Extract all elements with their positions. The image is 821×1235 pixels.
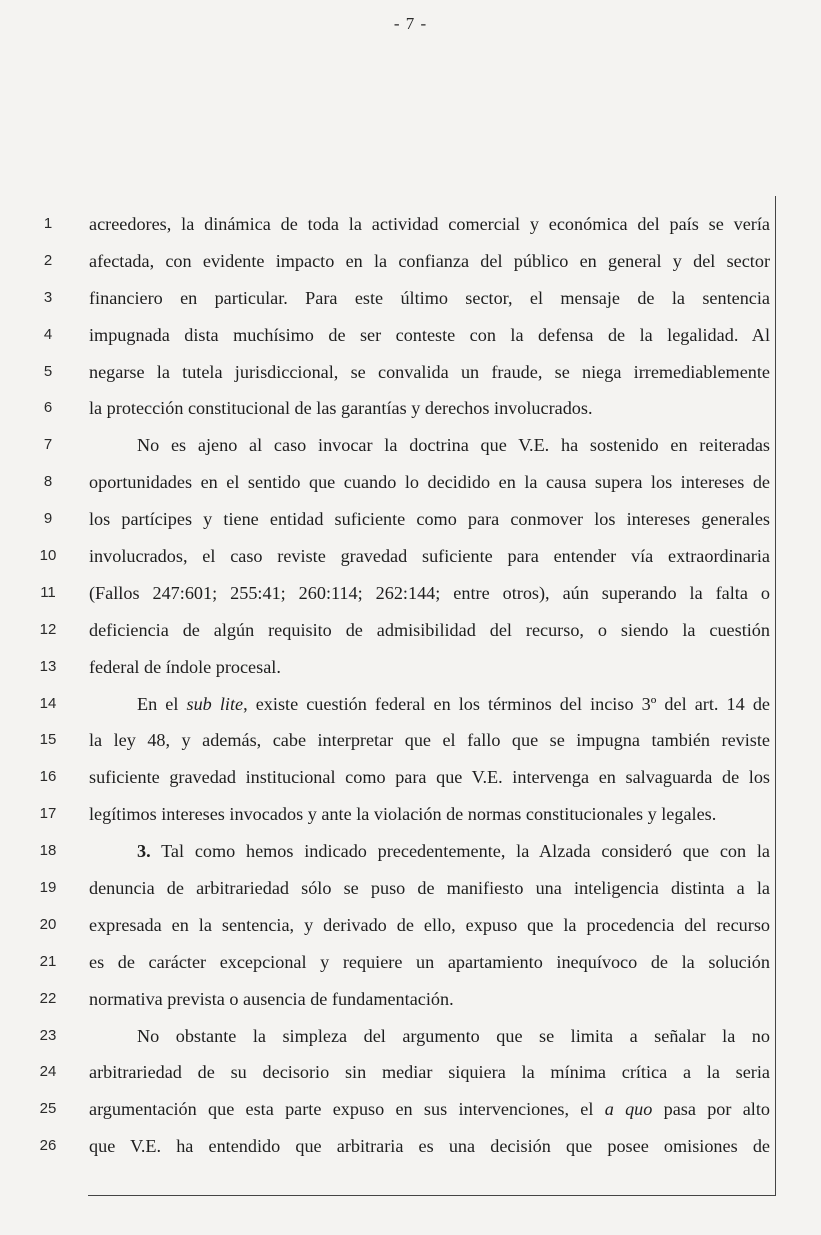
line-text [89, 686, 770, 723]
text-line [0, 833, 821, 870]
line-text: involucrados, el caso reviste gravedad suficiente para entender vía extraordinaria [89, 546, 770, 567]
line-text: que V.E. ha entendido que arbitraria es una decisión que posee omisiones de [89, 1136, 770, 1157]
text-line [0, 390, 821, 427]
line-number: 13 [39, 657, 57, 675]
line-number: 3 [43, 288, 53, 306]
text-line [0, 722, 821, 759]
line-text-start: argumentación que esta parte expuso en sus intervenciones, el [89, 1099, 605, 1120]
line-number: 1 [43, 215, 53, 232]
text-line [0, 317, 821, 354]
line-number: 25 [39, 1100, 57, 1118]
text-line [0, 1128, 821, 1165]
line-text: la protección constitucional de las garantías y derechos involucrados. [89, 398, 593, 419]
text-line [0, 1018, 821, 1055]
line-number: 16 [39, 768, 57, 786]
page-number: - 7 - [393, 14, 428, 33]
latin-term: a quo [604, 1099, 653, 1120]
text-line [0, 206, 821, 243]
text-line [0, 1054, 821, 1091]
line-number: 12 [39, 620, 57, 638]
line-number: 18 [39, 842, 57, 860]
line-number: 15 [39, 731, 57, 749]
text-line [0, 464, 821, 501]
line-number: 14 [39, 694, 57, 712]
line-number: 23 [39, 1026, 57, 1044]
line-text: No obstante la simpleza del argumento que se limita a señalar la no [137, 1025, 770, 1046]
line-text: federal de índole procesal. [89, 656, 281, 677]
line-number: 6 [43, 399, 53, 417]
line-number: 7 [43, 436, 53, 454]
line-text-end: , existe cuestión federal en los términos del inciso 3º del art. 14 de [243, 693, 770, 714]
bottom-margin-rule [88, 1195, 776, 1196]
line-text: suficiente gravedad institucional como para que V.E. intervenga en salvaguarda de los [89, 767, 770, 788]
line-text: la ley 48, y además, cabe interpretar que el fallo que se impugna también reviste [89, 730, 770, 751]
line-number: 10 [39, 547, 57, 565]
line-text: No es ajeno al caso invocar la doctrina que V.E. ha sostenido en reiteradas [137, 435, 770, 456]
line-number: 22 [39, 989, 57, 1007]
text-line [0, 907, 821, 944]
line-number: 20 [39, 915, 57, 933]
text-line [0, 501, 821, 538]
line-text: denuncia de arbitrariedad sólo se puso de manifiesto una inteligencia distinta a la [89, 878, 770, 899]
text-line [0, 612, 821, 649]
text-line [0, 796, 821, 833]
line-text-start: En el [137, 693, 187, 714]
line-number: 11 [40, 583, 56, 601]
line-number: 4 [43, 325, 53, 343]
text-line [0, 354, 821, 391]
line-text-end: pasa por alto [652, 1099, 770, 1120]
line-text: financiero en particular. Para este último sector, el mensaje de la sentencia [89, 287, 770, 308]
line-text: afectada, con evidente impacto en la confianza del público en general y del sector [89, 250, 770, 271]
section-number: 3. [137, 841, 151, 862]
text-line [0, 870, 821, 907]
latin-term: sub lite [186, 693, 244, 714]
line-number: 9 [43, 510, 53, 528]
line-text: acreedores, la dinámica de toda la actividad comercial y económica del país se vería [89, 214, 770, 234]
line-text [89, 1091, 770, 1128]
line-number: 2 [43, 251, 53, 269]
line-number: 5 [43, 362, 53, 380]
document-body [0, 206, 821, 1165]
line-text: expresada en la sentencia, y derivado de ello, expuso que la procedencia del recurso [89, 914, 770, 935]
text-line [0, 981, 821, 1018]
line-text: (Fallos 247:601; 255:41; 260:114; 262:144; entre otros), aún superando la falta o [89, 582, 770, 603]
text-line [0, 686, 821, 723]
line-text: normativa prevista o ausencia de fundamentación. [89, 988, 454, 1009]
line-text [89, 833, 770, 870]
line-number: 26 [39, 1137, 57, 1155]
text-line [0, 649, 821, 686]
text-line [0, 575, 821, 612]
text-line [0, 427, 821, 464]
text-line [0, 759, 821, 796]
line-text: negarse la tutela jurisdiccional, se convalida un fraude, se niega irremediablemente [89, 361, 770, 382]
text-line [0, 243, 821, 280]
line-text: es de carácter excepcional y requiere un apartamiento inequívoco de la solución [89, 951, 770, 972]
line-number: 21 [39, 952, 57, 970]
line-number: 19 [39, 879, 57, 897]
text-line [0, 1091, 821, 1128]
line-text: impugnada dista muchísimo de ser conteste con la defensa de la legalidad. Al [89, 324, 770, 345]
line-number: 8 [43, 473, 53, 491]
line-number: 24 [39, 1063, 57, 1081]
text-line [0, 538, 821, 575]
line-text: legítimos intereses invocados y ante la violación de normas constitucionales y legales. [89, 804, 717, 825]
text-line [0, 280, 821, 317]
line-text: oportunidades en el sentido que cuando lo decidido en la causa supera los intereses de [89, 472, 770, 493]
line-text: arbitrariedad de su decisorio sin mediar siquiera la mínima crítica a la seria [89, 1062, 770, 1083]
line-text: los partícipes y tiene entidad suficiente como para conmover los intereses generales [89, 509, 770, 530]
line-text-end: Tal como hemos indicado precedentemente, la Alzada consideró que con la [150, 841, 770, 862]
text-line [0, 944, 821, 981]
line-number: 17 [39, 805, 57, 823]
line-text: deficiencia de algún requisito de admisibilidad del recurso, o siendo la cuestión [89, 619, 770, 640]
